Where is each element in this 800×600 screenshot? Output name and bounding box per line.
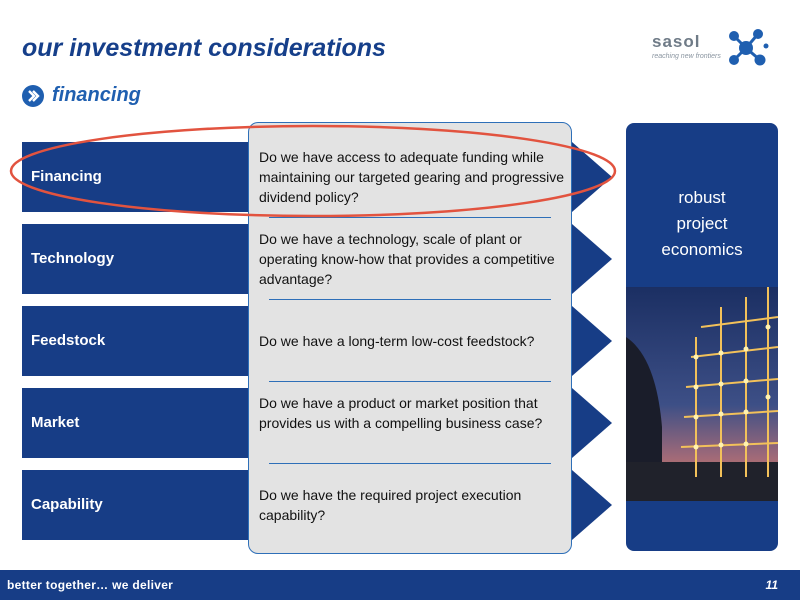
row-label: Feedstock	[31, 332, 106, 349]
logo-wordmark: sasol	[652, 32, 701, 51]
row-label: Financing	[31, 168, 102, 185]
result-line: project	[676, 214, 728, 233]
question-technology: Do we have a technology, scale of plant or operating know-how that provides a competitive advantage?	[259, 231, 555, 287]
question-divider	[269, 381, 551, 382]
result-text	[626, 185, 778, 263]
page-number: 11	[765, 578, 778, 592]
section-heading	[22, 84, 141, 107]
molecule-icon	[722, 24, 770, 72]
result-line: robust	[678, 188, 726, 207]
section-title: financing	[52, 84, 141, 106]
row-label: Market	[31, 414, 80, 431]
question-feedstock: Do we have a long-term low-cost feedstock?	[259, 333, 535, 349]
chevron-right-icon	[22, 85, 44, 107]
result-panel	[626, 123, 778, 551]
question-divider	[269, 463, 551, 464]
logo-tagline: reaching new frontiers	[652, 53, 721, 60]
footer-bar	[0, 570, 800, 600]
footer-tagline: better together… we deliver	[7, 578, 174, 592]
row-label: Technology	[31, 250, 115, 267]
question-divider	[269, 299, 551, 300]
page-title: our investment considerations	[22, 34, 386, 62]
question-financing: Do we have access to adequate funding while maintaining our targeted gearing and progressive dividend policy?	[259, 149, 565, 205]
sasol-logo	[652, 28, 770, 68]
result-line: economics	[661, 240, 743, 259]
question-capability: Do we have the required project execution capability?	[259, 487, 522, 523]
question-market: Do we have a product or market position that provides us with a compelling business case?	[259, 395, 543, 431]
highlight-ellipse	[8, 122, 618, 220]
row-label: Capability	[31, 496, 103, 513]
refinery-photo	[626, 287, 778, 501]
